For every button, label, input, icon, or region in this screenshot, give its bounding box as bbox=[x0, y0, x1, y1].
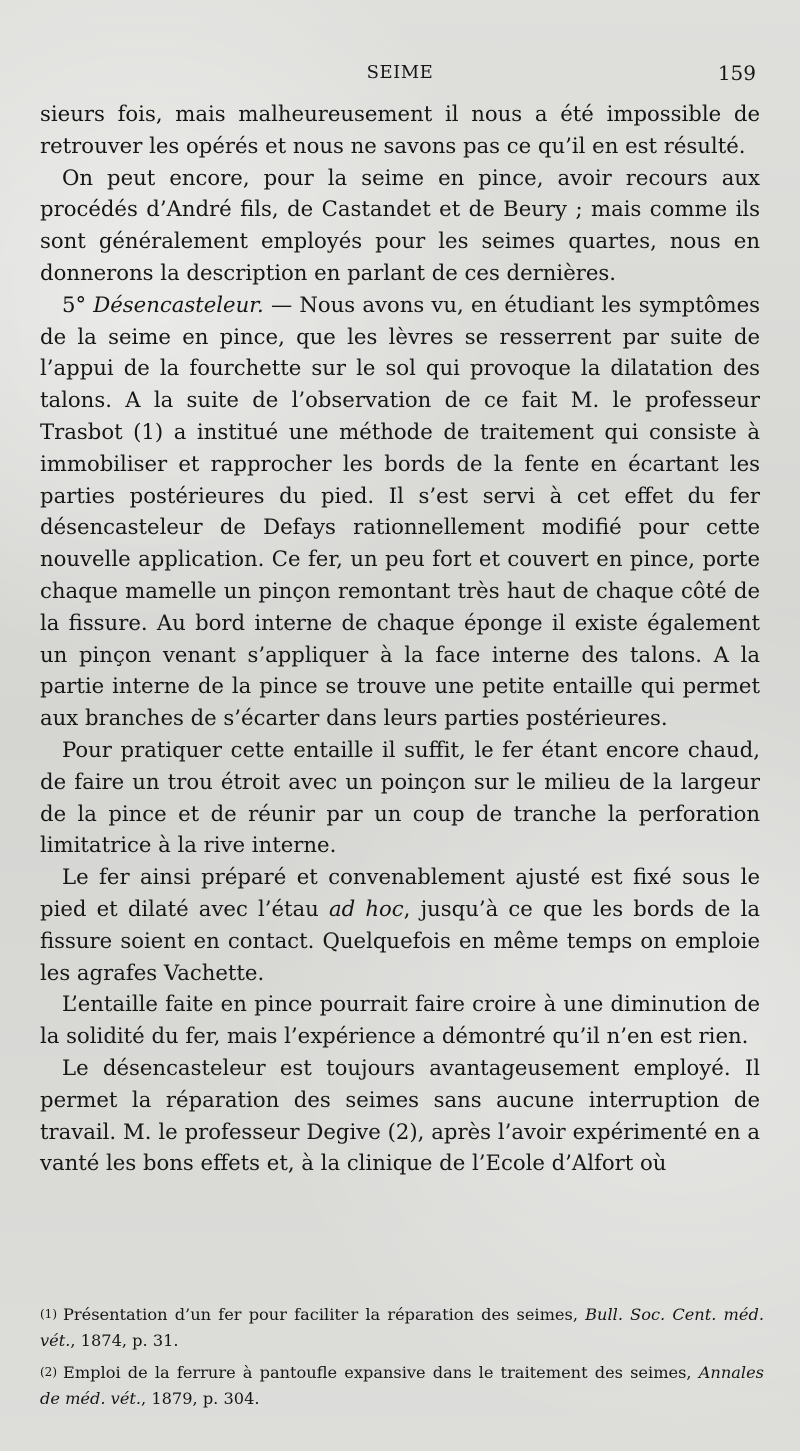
footnote-2-text-after: , 1879, p. 304. bbox=[141, 1389, 260, 1408]
paragraph-2-text: On peut encore, pour la seime en pince, avoir recours aux procédés d’André fils, de Castandet et de Beury ; mais comme ils sont généralement employés pour les seimes quartes, nous en donnerons la description en parlant de ces dernières. bbox=[40, 164, 760, 285]
footnote-2 bbox=[40, 1360, 764, 1412]
running-head: SEIME bbox=[366, 62, 434, 83]
paragraph-7-text: Le désencasteleur est toujours avantageusement employé. Il permet la réparation des seimes sans aucune interruption de travail. M. le professeur Degive (2), après l’avoir expérimenté en a vanté les bons effets et, à la clinique de l’Ecole d’Alfort où bbox=[40, 1054, 760, 1176]
ad-hoc-phrase: ad hoc bbox=[329, 895, 404, 921]
footnote-2-text-before: Emploi de la ferrure à pantoufle expansive dans le traitement des seimes, bbox=[63, 1363, 699, 1382]
footnote-2-number: (2) bbox=[40, 1365, 57, 1379]
footnote-1-text-before: Présentation d’un fer pour faciliter la réparation des seimes, bbox=[63, 1305, 586, 1324]
main-text bbox=[40, 98, 760, 1179]
paragraph-4 bbox=[40, 734, 760, 861]
paragraph-1-text: sieurs fois, mais malheureusement il nous a été impossible de retrouver les opérés et nous ne savons pas ce qu’il en est résulté. bbox=[40, 101, 760, 158]
paragraph-5-text-part-2: , jusqu’à ce que les bords de la fissure soient en contact. Quelquefois en même temps on emploie les agrafes Vachette. bbox=[40, 895, 760, 985]
page-header bbox=[40, 58, 760, 92]
paragraph-7 bbox=[40, 1052, 760, 1179]
footnote-1-source: Bull. Soc. Cent. méd. vét. bbox=[40, 1305, 764, 1350]
paragraph-6 bbox=[40, 988, 760, 1052]
footnote-1 bbox=[40, 1302, 764, 1354]
page-number: 159 bbox=[717, 61, 756, 85]
paragraph-4-text: Pour pratiquer cette entaille il suffit, le fer étant encore chaud, de faire un trou étroit avec un poinçon sur le milieu de la largeur de la pince et de réunir par un coup de tranche la perforation limitatrice à la rive interne. bbox=[40, 736, 760, 858]
footnotes bbox=[40, 1302, 764, 1418]
paragraph-5 bbox=[40, 861, 760, 988]
paragraph-3 bbox=[40, 289, 760, 734]
footnote-1-text-after: , 1874, p. 31. bbox=[70, 1331, 179, 1350]
footnote-1-number: (1) bbox=[40, 1307, 57, 1321]
paragraph-2 bbox=[40, 162, 760, 289]
section-title: Désencasteleur. bbox=[93, 291, 264, 317]
paragraph-6-text: L’entaille faite en pince pourrait faire croire à une diminution de la solidité du fer, mais l’expérience a démontré qu’il n’en est rien. bbox=[40, 991, 760, 1049]
footnote-2-source: Annales de méd. vét. bbox=[40, 1363, 764, 1408]
paragraph-5-text-part-1: Le fer ainsi préparé et convenablement ajusté est fixé sous le pied et dilaté avec l’étau bbox=[40, 864, 760, 921]
paragraph-3-text: — Nous avons vu, en étudiant les symptômes de la seime en pince, que les lèvres se resserrent par suite de l’appui de la fourchette sur le sol qui provoque la dilatation des talons. A la suite de l’observation de ce fait M. le professeur Trasbot (1) a institué une méthode de traitement qui consiste à immobiliser et rapprocher les bords de la fente en écartant les parties postérieures du pied. Il s’est servi à cet effet du fer désencasteleur de Defays rationnellement modifié pour cette nouvelle application. Ce fer, un peu fort et couvert en pince, porte chaque mamelle un pinçon remontant très haut de chaque côté de la fissure. Au bord interne de chaque éponge il existe également un pinçon venant s’appliquer à la face interne des talons. A la partie interne de la pince se trouve une petite entaille qui permet aux branches de s’écarter dans leurs parties postérieures. bbox=[40, 291, 760, 731]
paragraph-1 bbox=[40, 98, 760, 162]
section-number: 5° bbox=[62, 291, 94, 317]
